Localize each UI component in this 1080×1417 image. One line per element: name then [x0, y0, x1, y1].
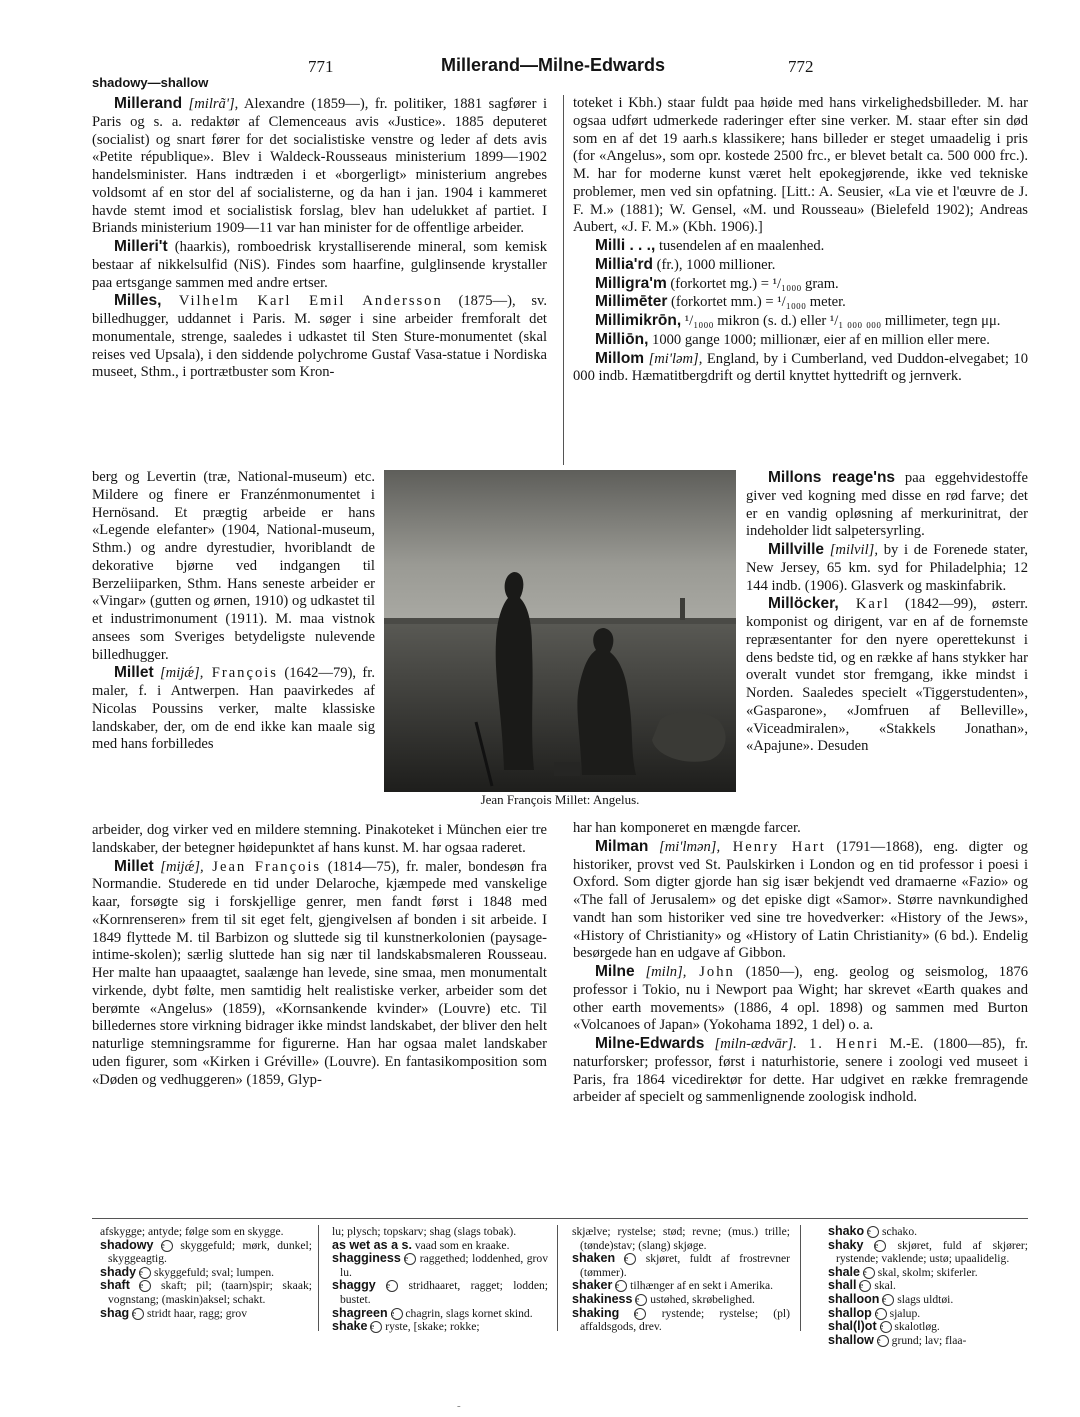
wordlist-translation: skal, skolm; skiferler. [877, 1265, 978, 1279]
headword: Milliōn, [595, 330, 649, 348]
entry-text: England, by i Cumberland, ved Duddon-elvegabet; 10 000 indb. Hæmatitbergdrift og dertil knyttet hyttedrift og jernverk. [573, 350, 1028, 385]
wordlist-column-4 [828, 1225, 1028, 1347]
wordlist-translation: ryste, [skake; rokke; [385, 1320, 480, 1334]
headword: Millom [595, 349, 645, 367]
circled-e-icon: e [161, 1240, 173, 1252]
entry-text: (haarkis), romboedrisk krystalliserende mineral, som kemisk bestaar af nikkelsulfid (NiS). Findes som haarfine, gulglinsende krystaller paa ertsgange sammen med andre ertser. [92, 239, 547, 291]
headword: Milligra'm [595, 274, 667, 292]
right-column-lower [573, 820, 1028, 1107]
circled-e-icon: e [615, 1280, 627, 1292]
circled-e-icon: e [635, 1294, 647, 1306]
wordlist-headword: shaken [572, 1251, 616, 1266]
headword: Millöcker, [768, 595, 839, 613]
wordlist-headword: shag [100, 1305, 130, 1320]
wordlist-translation: vaad som en kraake. [414, 1238, 510, 1252]
pronunciation: [mijǽ], [160, 858, 204, 875]
circled-e-icon: e [880, 1321, 892, 1333]
wordlist-translation: skyggefuld; mørk, dunkel; skyggeagtig. [108, 1238, 312, 1266]
wordlist-entry [828, 1334, 1028, 1348]
wordlist-entry [332, 1279, 548, 1306]
person-name: François [203, 665, 278, 682]
wordlist-translation: ustøhed, skrøbelighed. [650, 1292, 755, 1306]
wordlist-headword: shallow [828, 1332, 874, 1347]
wordlist-translation: grund; lav; flaa- [891, 1333, 967, 1347]
pronunciation: [milrã'] [188, 96, 235, 112]
entry-text: ¹/₁₀₀₀ mikron (s. d.) eller ¹/₁ ₀₀₀ ₀₀₀ millimeter, tegn μμ. [681, 313, 1001, 329]
wordlist-column-divider [800, 1225, 801, 1331]
headword: Millons reage'ns [768, 469, 896, 486]
entry-text: by i de Forenede stater, New Jersey, 65 km. syd for Philadelphia; 12 144 indb. (1906). Glasverk og maskinfabrik. [746, 542, 1028, 594]
wordlist-translation: skaft; pil; (taarn)spir; skaak; vognstang; (maskin)aksel; schakt. [108, 1279, 312, 1306]
wordlist-entry [100, 1266, 312, 1280]
right-column-narrow [746, 469, 1028, 756]
wordlist-column-3 [572, 1225, 790, 1334]
entry-millet-jean-francois [92, 858, 547, 1090]
entry-milliard [573, 256, 1028, 275]
headword: Millimēter [595, 293, 668, 311]
circled-e-icon: e [370, 1321, 382, 1333]
entry-millimeter [573, 293, 1028, 312]
wordlist-headword: shaking [572, 1305, 620, 1320]
entry-milligram [573, 275, 1028, 294]
footer-mark: - [457, 1400, 461, 1412]
headword: Milleri't [114, 238, 168, 255]
entry-millocker-continued: har han komponeret en mængde farcer. [573, 820, 801, 836]
entry-millons-reagens [746, 469, 1028, 541]
basket [554, 762, 580, 776]
entry-milne-edwards [573, 1035, 1028, 1107]
entry-milli [573, 237, 1028, 256]
image-caption: Jean François Millet: Angelus. [480, 792, 640, 807]
entry-millville [746, 541, 1028, 595]
wordlist-entry [572, 1293, 790, 1307]
person-name: 1. Henri [796, 1036, 880, 1052]
wordlist-translation: schako. [881, 1225, 918, 1238]
wordlist-entry [332, 1239, 548, 1253]
entry-milne [573, 963, 1028, 1035]
entry-text: (fr.), 1000 millioner. [652, 256, 776, 273]
wordlist-entry [828, 1307, 1028, 1321]
wordlist-headword: shaft [100, 1278, 130, 1293]
wordlist-entry [100, 1279, 312, 1306]
circled-e-icon: e [404, 1253, 416, 1265]
wordlist-entry [828, 1239, 1028, 1266]
entry-millet-continued: toteket i Kbh.) staar fuldt paa høide med hans virkelighedsbilleder. M. har ogsaa udført udmerkede raderinger efter sine verker. M. staar efter sin død som en af det 19 aarh.s klassikere; hans billeder er steget umaadelig i pris (for «Angelus», som opr. kostede 2500 frc., er blevet betalt ca. 500 000 frc.). M. har for moderne kunst været helt epokegjørende, ikke ved tekniske problemer, men ved sin opfatning. [Litt.: A. Seusier, «La vie et l'œuvre de J. F. M.» (1881); W. Gensel, «M. und Rousseau» (Bielefeld 1902); Andreas Aubert, «J. F. M.» (Kbh. 1906).] [573, 95, 1028, 236]
entry-text: (1642—79), fr. maler, f. i Antwerpen. Han paavirkedes af Nicolas Poussins verker, malte klassiske landskaber, der, om de end ikke kan maale sig med hans forbilledes [92, 665, 375, 753]
entry-millet-francois-continued: arbeider, dog virker ved en mildere stemning. Pinakoteket i München eier tre landskaber, der betegner høidepunktet af hans kunst. M. har ogsaa raderet. [92, 822, 547, 856]
wordlist-translation: skal. [874, 1279, 896, 1293]
column-divider [563, 95, 564, 465]
circled-e-icon: e [634, 1308, 646, 1320]
wordlist-headword: shall [828, 1278, 857, 1293]
wordlist-entry [572, 1279, 790, 1293]
headword: Milman [595, 837, 649, 855]
wordlist-headword: shallop [828, 1305, 872, 1320]
wordlist-headword: shal(l)ot [828, 1319, 877, 1334]
wordlist-translation: slags uldtøi. [897, 1292, 954, 1306]
circled-e-icon: e [875, 1308, 887, 1320]
page-number-left: 771 [308, 57, 334, 76]
wordlist-entry [332, 1252, 548, 1279]
pronunciation: [mi'lmən], [648, 838, 721, 855]
headword: Milne-Edwards [595, 1035, 705, 1052]
wordlist-entry [100, 1225, 312, 1239]
wordlist-translation: chagrin, slags kornet skind. [405, 1306, 533, 1320]
circled-e-icon: e [874, 1240, 886, 1252]
person-name: John [686, 964, 735, 980]
headword: Millet [114, 664, 154, 682]
entry-text: 1000 gange 1000; millionær, eier af en million eller mere. [648, 331, 990, 348]
wordlist-entry [828, 1279, 1028, 1293]
wordlist-translation: raggethed; loddenhed, grov lu. [340, 1252, 549, 1279]
wordlist-headword: shakiness [572, 1291, 633, 1306]
entry-text: (1791—1868), eng. digter og historiker, provst ved St. Paulskirken i London og en tid professor i poesi i Oxford. Som digter gjorde han sig især bekjendt ved dramaerne «Fazio» og «The fall of Jerusalem» og det episke digt «Samor». Større navnkundighed vandt han som historiker ved sine tre hovedverker: «History of the Jews», «History of Christianity» og «History of Latin Christianity» (6 bd.). Endelig besørgede han en udgave af Gibbon. [573, 838, 1028, 962]
wordlist-translation: sjalup. [889, 1306, 921, 1320]
wordlist-translation: rystende; rystelse; (pl) affaldsgods, drev. [580, 1306, 790, 1334]
wordlist-headword: shaky [828, 1237, 864, 1252]
entry-text: tusendelen af en maalenhed. [655, 238, 825, 254]
church-tower [680, 598, 685, 620]
wordlist-translation: afskygge; antyde; følge som en skygge. [100, 1225, 284, 1238]
wordlist-entry [332, 1225, 548, 1239]
entry-millerit [92, 238, 547, 292]
entry-text: (forkortet mg.) = ¹/₁₀₀₀ gram. [666, 275, 839, 292]
wordlist-entry [332, 1320, 548, 1334]
entry-million [573, 331, 1028, 350]
page-title: Millerand—Milne-Edwards [441, 55, 666, 75]
wordlist-translation: skjælve; rystelse; stød; revne; (mus.) trille; (tønde)stav; (slang) skjøge. [572, 1225, 790, 1252]
wordlist-headword: shake [332, 1319, 368, 1334]
wordlist-entry [100, 1239, 312, 1266]
wordlist-headword: shako [828, 1224, 865, 1238]
circled-e-icon: e [863, 1267, 875, 1279]
painting-svg [384, 470, 736, 792]
wordlist-entry [332, 1307, 548, 1321]
circled-e-icon: e [386, 1280, 398, 1292]
wordlist-column-divider [318, 1225, 319, 1331]
wordlist-entry [828, 1293, 1028, 1307]
entry-milman [573, 838, 1028, 963]
headword: Millerand [114, 95, 183, 112]
wordlist-headword: shale [828, 1264, 860, 1279]
wordlist-entry [572, 1225, 790, 1252]
wordlist-column-2 [332, 1225, 548, 1334]
angelus-painting-image [384, 470, 736, 792]
entry-milles [92, 292, 547, 382]
entry-text: (1850—), eng. geolog og seismolog, 1876 professor i Tokio, nu i Newport paa Wight; har skrevet «Earth quakes and other earth movements» (1886, 4 opl. 1898) og sammen med Burton «Volcanoes of Japan» (Yokohama 1892, 1 del) o. a. [573, 964, 1028, 1034]
wordlist-headword: shagginess [332, 1251, 401, 1266]
pronunciation: [miln], [634, 964, 687, 980]
wordlist-entry [828, 1225, 1028, 1239]
entry-millocker [746, 595, 1028, 756]
entry-millet-francois [92, 664, 375, 754]
wordlist-headword: shaker [572, 1278, 613, 1293]
wordlist-translation: skjøret, fuldt af frostrevner (tømmer). [580, 1252, 790, 1279]
headword: Milli . . ., [595, 237, 656, 254]
person-name: Jean François [203, 858, 322, 875]
wordlist-headword: shady [100, 1264, 137, 1279]
left-column-lower [92, 822, 547, 1089]
entry-millerand [92, 95, 547, 238]
headword: Millet [114, 857, 154, 875]
wordlist-headword: as wet as a s. [332, 1237, 412, 1252]
headword: Millia'rd [595, 255, 653, 273]
wordlist-column-divider [557, 1225, 558, 1331]
wordlist-translation: skalotløg. [894, 1320, 940, 1334]
wordlist-entry [100, 1307, 312, 1321]
wordlist-translation: skjøret, fuld af skjører; rystende; vaklende; ustø; upaalidelig. [836, 1238, 1028, 1266]
wordlist-entry [828, 1320, 1028, 1334]
entry-text: (1842—99), østerr. komponist og dirigent, var en af de fornemste repræsentanter for den nyere operettekunst i dens bedste tid, og en række af hans stykker har overalt vundet stor fremgang, ikke mindst i Norden. Saaledes specielt «Tiggerstudenten», «Gasparone», «Jomfruen af Belleville», «Viceadmiralen», «Stakkels Jonathan», «Apajune». Desuden [746, 596, 1028, 755]
circled-e-icon: e [624, 1253, 636, 1265]
guide-words: shadowy—shallow [92, 75, 209, 90]
wordlist-entry [572, 1252, 790, 1279]
circled-e-icon: e [859, 1280, 871, 1292]
entry-text: paa eggehvidestoffe giver ved kogning med disse en rød farve; det er en vandig opløsning af merkurinitrat, der indeholder lidt salpetersyrling. [746, 470, 1028, 540]
left-column-upper [92, 95, 547, 382]
entry-text: (1875—), sv. billedhugger, uddannet i Paris. M. søger i sine arbeider fremforalt det monumentale, strenge, saaledes i udkastet til Sten Sture-monumentet (skal reises ved Upsala), i den siddende polychrome Gustaf Vasa-statue i Nordiska museet, Sthm., i portrætbuster som Kron- [92, 293, 547, 381]
wordlist-column-1 [100, 1225, 312, 1320]
wordlist-translation: skyggefuld; sval; lumpen. [153, 1265, 275, 1279]
entry-text: (1814—75), fr. maler, bondesøn fra Normandie. Studerede en tid under Delaroche, kjæmpede med vanskelige kaar, forsøgte sig i forskjellige genrer, men fandt først i 1848 med «Kornrenseren» frem til sit eget felt, gjengivelsen af bonden i sit arbeide. I 1849 flyttede M. til Barbizon og sluttede sig til kunstnerkolonien (paysage-intime-skolen); særlig sluttede han sig nær til landskabsmaleren Rousseau. Her malte han upaaagtet, saalænge han levede, sine smaa, men monumentalt virkende, dybt følte, men samtidig helt realistiske verker, arbeider som det berømte «Angelus» (1859), «Kornsankende kvinder» (Louvre) etc. Til billedernes store virkning bidrager ikke mindst landskabet, der bliver den helt naturlige stemningsramme for figurerne. Han har ogsaa malet landskaber uden figurer, som «Kirken i Gréville» (Louvre). En fantasikomposition som «Døden og vedhuggeren» (1859, Glyp- [92, 858, 547, 1088]
wordlist-headword: shadowy [100, 1237, 154, 1252]
circled-e-icon: e [132, 1308, 144, 1320]
entry-millimikron [573, 312, 1028, 331]
headword: Milles, [114, 292, 162, 310]
circled-e-icon: e [139, 1267, 151, 1279]
left-column-narrow [92, 469, 375, 754]
page-number-right: 772 [788, 57, 814, 76]
circled-e-icon: e [391, 1308, 403, 1320]
entry-text: (forkortet mm.) = ¹/₁₀₀₀ meter. [667, 294, 846, 311]
pronunciation: [milvil], [824, 542, 878, 558]
wordlist-entry [828, 1266, 1028, 1280]
wordlist-headword: shalloon [828, 1291, 880, 1306]
headword: Millimikrōn, [595, 312, 682, 329]
circled-e-icon: e [877, 1335, 889, 1347]
right-column-upper [573, 95, 1028, 386]
circled-e-icon: e [139, 1280, 151, 1292]
wordlist-translation: tilhænger af en sekt i Amerika. [630, 1279, 774, 1293]
wordlist-translation: stridt haar, ragg; grov [147, 1306, 247, 1320]
circled-e-icon: e [882, 1294, 894, 1306]
entry-milles-continued: berg og Levertin (træ, National-museum) etc. Mildere og finere er Franzénmonumentet i Hernösand. Et prægtig arbeide er hans «Legende elefanter» (1904, National-museum, Sthm.) og andre dyrestudier, hvoriblandt de dekorative bjørne ved indgangen til Berzeliiparken, Sthm. Hans seneste arbeider er «Vingar» (gutten og ørnen, 1910) og udkastet til et industrimonument (1911). M. maa vistnok ansees som Sveriges betydeligste nulevende billedhugger. [92, 469, 375, 663]
wordlist-translation: lu; plysch; topskarv; shag (slags tobak). [332, 1225, 517, 1238]
headword: Milne [595, 963, 635, 980]
pronunciation: [mijǽ], [159, 665, 204, 682]
pronunciation: [miln-ædvār]. [704, 1036, 797, 1052]
entry-millom [573, 350, 1028, 387]
pronunciation: [mi'ləm], [644, 350, 703, 367]
entry-text: M.-E. (1800—85), fr. naturforsker; professor, først i naturhistorie, senere i zoologi ved museet i Paris, fra 1864 vicedirektør for dette. Har udgivet en række fremragende arbeider af specielt og sammenlignende zoologisk indhold. [573, 1036, 1028, 1106]
person-name: Henry Hart [720, 838, 826, 855]
headword: Millville [768, 541, 824, 558]
wordlist-headword: shaggy [332, 1278, 376, 1293]
person-name: Vilhelm Karl Emil Andersson [161, 293, 443, 310]
entry-text: , Alexandre (1859—), fr. politiker, 1881 sagfører i Paris og s. a. redaktør af Clemenceaus avis «Justice». 1885 deputeret (socialist) og snart fører for det socialistiske venstre og leder af dets avis «Petite république». Blev i Waldeck-Rousseaus ministerium 1899—1902 handelsminister. Hans indtræden i et «borgerligt» ministerium angrebes voldsomt af en stor del af socialisterne, og da han i jan. 1904 i kammeret havde stemt imod et socialistisk forslag, blev han udelukket af partiet. I Briands ministerium 1909—11 var han minister for de offentlige arbeider. [92, 96, 547, 237]
person-name: Karl [838, 596, 890, 613]
wordlist-entry [572, 1307, 790, 1334]
wordlist-translation: stridhaaret, ragget; lodden; bustet. [340, 1279, 548, 1306]
wordlist-headword: shagreen [332, 1305, 388, 1320]
circled-e-icon: e [867, 1226, 879, 1238]
wordlist-divider [92, 1218, 1028, 1219]
